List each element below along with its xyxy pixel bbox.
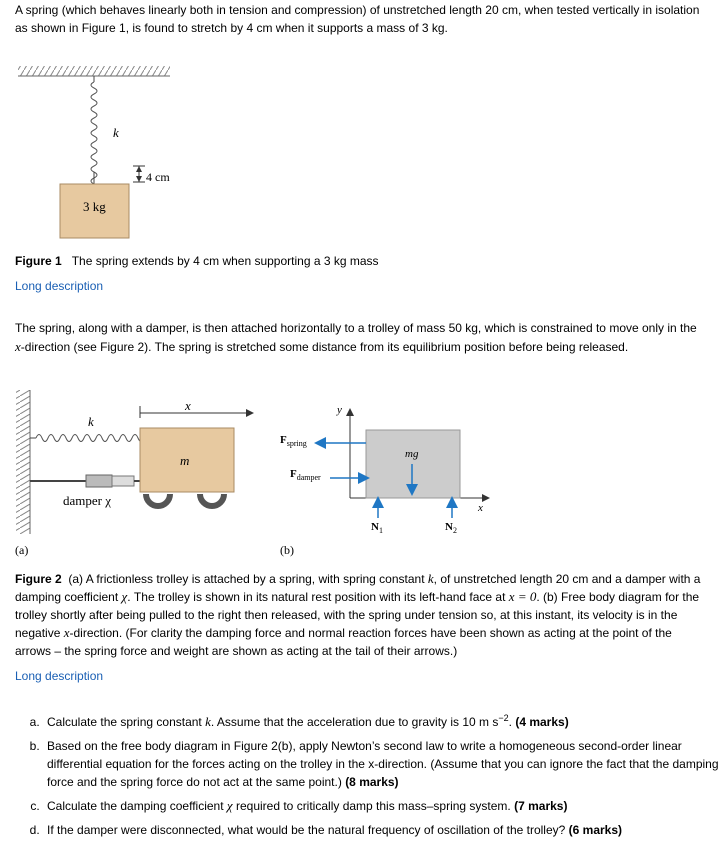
n2-sub: 2 [452, 526, 457, 536]
fig2b-f-spring-label [280, 434, 307, 448]
question-a-sup: −2 [498, 713, 509, 723]
question-b-text: Based on the free body diagram in Figure 2(b), apply Newton’s second law to write a homogeneous second-order linear differential equation for the forces acting on the trolley in the x-direction. (Assume that you can ignore the fact that the damping force and the spring force do not act at the same point.) [47, 739, 719, 789]
question-c [43, 797, 723, 815]
figure2-caption-s1: (a) A frictionless trolley is attached by a spring, with spring constant [68, 572, 425, 586]
x-axis-arrow-a [140, 406, 250, 418]
question-a-end: . [508, 715, 512, 729]
damper [30, 475, 140, 487]
ceiling [18, 66, 170, 76]
paragraph-two-part1: The spring, along with a damper, is then attached horizontally to a trolley of mass 50 kg, which is constrained to move only in the [15, 321, 697, 335]
fig2b-f-damper-label [290, 468, 321, 482]
question-a-sym: k [205, 714, 211, 729]
figure1-extension-label: 4 cm [146, 170, 170, 184]
wall [16, 390, 30, 534]
paragraph-two [15, 320, 705, 356]
f-damper-symbol: F [290, 468, 297, 480]
fig2b-x-label: x [478, 502, 483, 514]
paragraph-two-part2: -direction (see Figure 2). The spring is stretched some distance from its equilibrium position before being released. [20, 339, 629, 354]
question-d-marks: (6 marks) [568, 823, 623, 837]
f-spring-sub: spring [286, 439, 307, 449]
figure2-caption-eq: x = 0 [508, 589, 537, 604]
figure1-mass-label: 3 kg [83, 199, 106, 214]
figure2-caption-s5: -direction. (For clarity the damping force and normal reaction forces have been shown as acting at the point of the arrows – the spring force and weight are shown as acting at the tail of their arrows.) [15, 626, 672, 658]
figure2-diagram [0, 390, 500, 570]
fig2b-n2-label [445, 521, 457, 535]
figure1-diagram [0, 60, 200, 245]
figure1-spring-label: k [113, 125, 119, 140]
question-a-post: . Assume that the acceleration due to gravity is 10 m s [210, 715, 499, 729]
spring-horizontal [30, 435, 144, 442]
question-c-post: required to critically damp this mass–spring system. [235, 799, 511, 813]
question-c-sym: χ [226, 798, 233, 813]
spring-vertical [91, 76, 97, 202]
question-b [43, 737, 723, 791]
fig2a-panel-label: (a) [15, 543, 29, 557]
n1-sub: 1 [378, 526, 383, 536]
question-d-text: If the damper were disconnected, what would be the natural frequency of oscillation of the trolley? [47, 823, 566, 837]
figure2-caption-s4: . (b) Free body diagram for the trolley shortly after being pulled to the right then released, with the spring under tension so, at this instant, its velocity is in the negative [15, 590, 700, 640]
paragraph-two-x: x [15, 338, 21, 354]
question-c-pre: Calculate the damping coefficient [47, 799, 224, 813]
fig2a-axis-label: x [185, 398, 191, 413]
fig2b-n1-label [371, 521, 383, 535]
question-d [43, 821, 723, 839]
figure2-caption-x: x [63, 625, 70, 640]
figure2-caption [15, 570, 705, 660]
fig2a-mass-label: m [180, 453, 190, 468]
f-spring-symbol: F [280, 434, 287, 446]
figure2-caption-k: k [427, 571, 434, 586]
n2-symbol: N [445, 521, 453, 533]
fig2a-damper-label: damper χ [63, 493, 112, 508]
fig2a-spring-label: k [88, 414, 94, 429]
question-c-marks: (7 marks) [514, 799, 568, 813]
figure2-long-description-link[interactable]: Long description [15, 669, 104, 683]
question-b-marks: (8 marks) [345, 775, 399, 789]
n1-symbol: N [371, 521, 379, 533]
fbd-block [366, 430, 460, 498]
figure1-caption [15, 252, 705, 270]
fig2b-panel-label: (b) [280, 543, 294, 557]
question-a-pre: Calculate the spring constant [47, 715, 202, 729]
question-a-marks: (4 marks) [515, 715, 569, 729]
question-a [43, 709, 723, 731]
f-damper-sub: damper [296, 473, 321, 483]
figure2-caption-title: Figure 2 [15, 572, 62, 586]
question-list [27, 709, 723, 845]
figure2-caption-s2: , of unstretched length 20 cm and a damper with a damping coefficient [15, 572, 701, 604]
figure1-caption-text: The spring extends by 4 cm when supporting a 3 kg mass [71, 254, 379, 268]
fig2b-y-label: y [337, 404, 342, 416]
figure2-caption-s3: . The trolley is shown in its natural rest position with its left-hand face at [127, 590, 506, 604]
trolley-wheels [146, 494, 224, 506]
intro-paragraph: A spring (which behaves linearly both in tension and compression) of unstretched length 20 cm, when tested vertically in isolation as shown in Figure 1, is found to stretch by 4 cm when it supports a mass of 3 kg. [15, 3, 700, 35]
fig2b-weight-label: mg [405, 448, 419, 460]
extension-marker [133, 166, 145, 182]
figure1-long-description-link[interactable]: Long description [15, 279, 104, 293]
figure1-caption-title: Figure 1 [15, 254, 62, 268]
figure2-caption-chi: χ [121, 589, 128, 604]
